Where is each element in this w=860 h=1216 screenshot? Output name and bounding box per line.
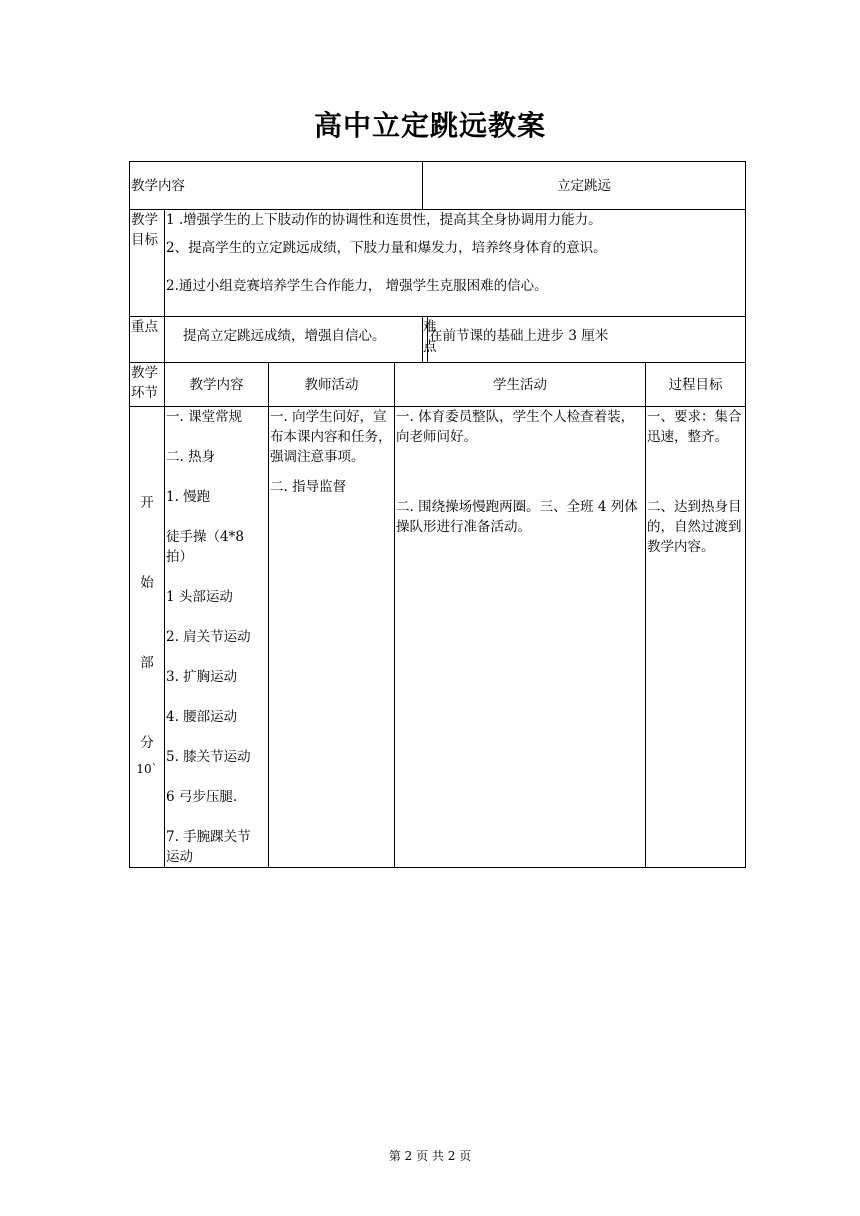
header-teacher: 教师活动 — [269, 363, 395, 407]
content-item: 1 头部运动 — [166, 589, 233, 605]
goals-cell — [165, 210, 746, 317]
goals-label-text: 教学目标 — [131, 212, 158, 248]
section-teacher — [269, 407, 395, 868]
goal-item: 1 .增强学生的上下肢动作的协调性和连贯性，提高其全身协调用力能力。 — [166, 212, 602, 228]
difficulty-value-text: 在前节课的基础上进步 3 厘米 — [429, 328, 609, 344]
key-value-text: 提高立定跳远成绩，增强自信心。 — [183, 328, 386, 344]
lesson-plan-table — [129, 161, 746, 868]
page-title: 高中立定跳远教案 — [313, 109, 546, 142]
header-student: 学生活动 — [395, 363, 646, 407]
content-value: 立定跳远 — [423, 162, 746, 210]
teacher-item: 一. 向学生问好，宣布本课内容和任务，强调注意事项。 — [270, 409, 392, 465]
content-item: 2. 肩关节运动 — [166, 629, 251, 645]
warmup-section-row — [130, 407, 746, 868]
section-goal — [646, 407, 746, 868]
teacher-item: 二. 指导监督 — [270, 479, 347, 495]
section-char: 始 — [140, 575, 154, 591]
content-item: 4. 腰部运动 — [166, 709, 238, 725]
content-item: 1. 慢跑 — [166, 489, 211, 505]
header-stage: 教学环节 — [130, 363, 165, 407]
key-value — [165, 317, 423, 363]
goals-label — [130, 210, 165, 317]
difficulty-label — [423, 317, 437, 363]
key-row — [130, 317, 746, 363]
section-char: 分 — [140, 735, 154, 751]
goal-item: 2.通过小组竞赛培养学生合作能力， 增强学生克服困难的信心。 — [166, 278, 548, 294]
header-row — [130, 363, 746, 407]
section-student — [395, 407, 646, 868]
student-item: 二. 围绕操场慢跑两圈。三、全班 4 列体操队形进行准备活动。 — [396, 499, 638, 535]
header-content: 教学内容 — [165, 363, 269, 407]
content-item: 3. 扩胸运动 — [166, 669, 238, 685]
difficulty-value — [428, 317, 746, 363]
content-item: 5. 膝关节运动 — [166, 749, 251, 765]
section-char: 部 — [140, 655, 154, 671]
goals-row — [130, 210, 746, 317]
difficulty-label-text: 难点 — [423, 319, 437, 355]
goal-item: 2、提高学生的立定跳远成绩，下肢力量和爆发力，培养终身体育的意识。 — [166, 240, 607, 256]
section-label — [130, 407, 165, 868]
student-item: 一. 体育委员整队，学生个人检查着装，向老师问好。 — [396, 409, 635, 445]
key-label: 重点 — [130, 317, 165, 363]
content-item: 7. 手腕踝关节运动 — [166, 829, 251, 865]
goal-process-item: 一、要求：集合迅速，整齐。 — [647, 409, 742, 445]
section-duration: 10` — [136, 762, 158, 776]
content-item: 徒手操（4*8 拍） — [166, 529, 244, 565]
section-content — [165, 407, 269, 868]
content-row — [130, 162, 746, 210]
page-footer: 第 2 页 共 2 页 — [388, 1149, 472, 1163]
content-item: 6 弓步压腿. — [166, 789, 238, 805]
content-item: 一. 课堂常规 — [166, 409, 243, 425]
content-item: 二. 热身 — [166, 449, 216, 465]
content-label: 教学内容 — [130, 162, 423, 210]
header-goal: 过程目标 — [646, 363, 746, 407]
goal-process-item: 二、达到热身目的，自然过渡到教学内容。 — [647, 499, 742, 555]
section-char: 开 — [140, 495, 154, 511]
